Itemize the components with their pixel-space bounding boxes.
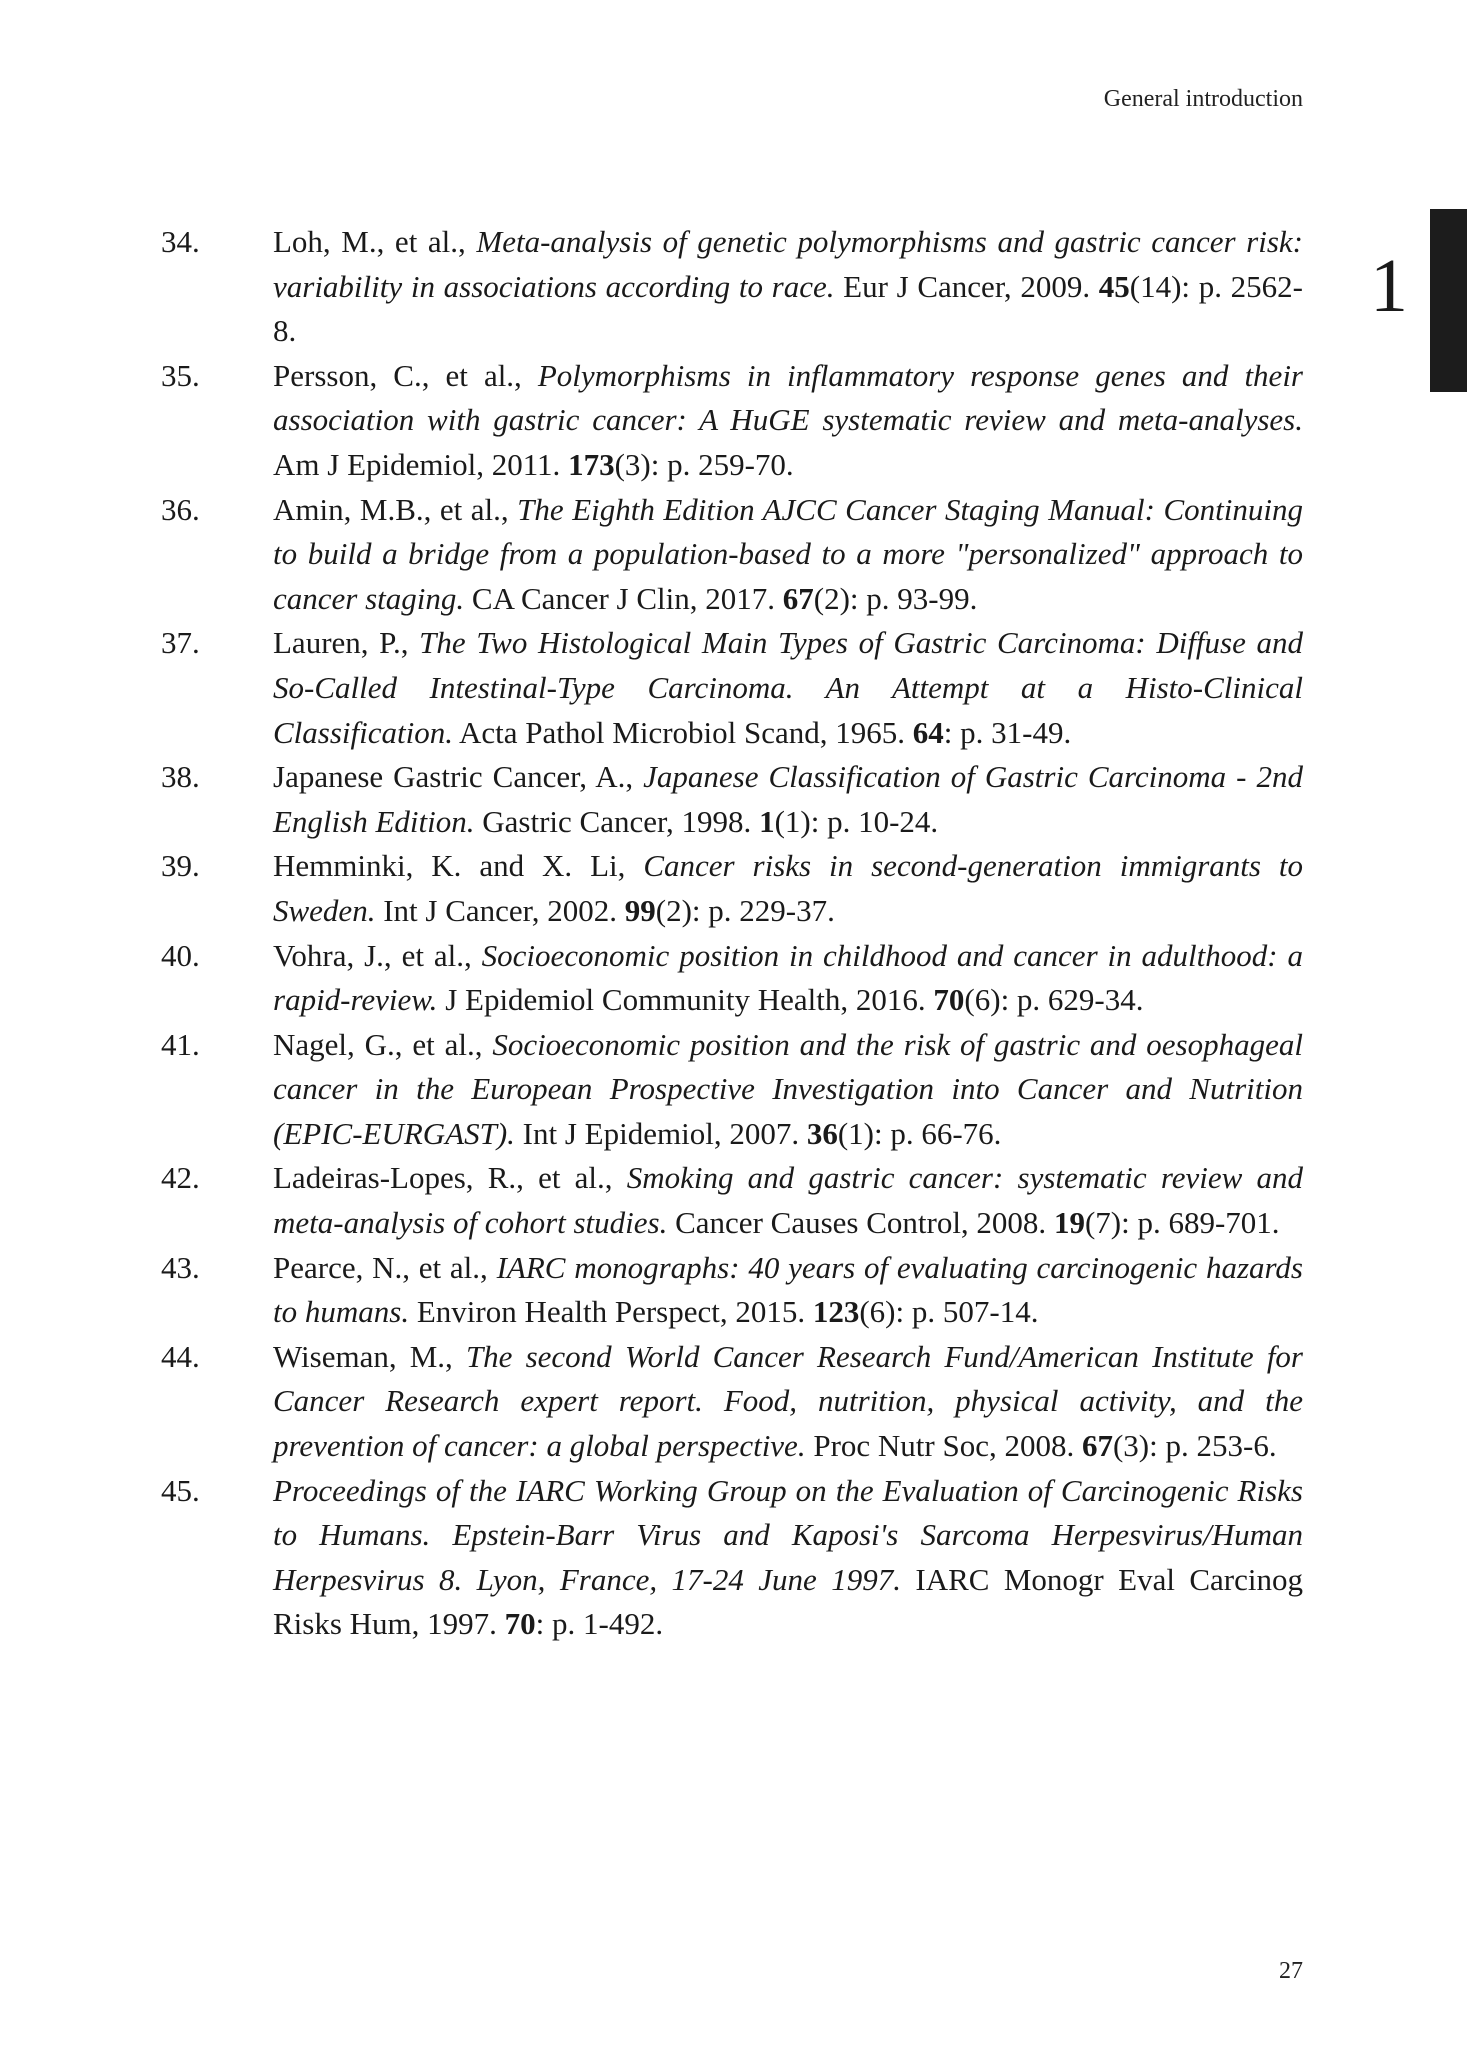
- reference-authors: Persson, C., et al.,: [273, 357, 538, 393]
- reference-volume: 173: [568, 446, 615, 482]
- reference-item: [161, 844, 1303, 933]
- reference-source: Int J Epidemiol, 2007.: [514, 1115, 807, 1151]
- reference-volume: 67: [782, 580, 814, 616]
- reference-list: [161, 220, 1303, 1647]
- reference-pages: (6): p. 507-14.: [859, 1294, 1039, 1330]
- reference-source: Int J Cancer, 2002.: [375, 892, 625, 928]
- reference-text: [273, 488, 1303, 622]
- reference-title: IARC monographs: 40 years of evaluating carcinogenic hazards to humans.: [273, 1249, 1303, 1330]
- reference-text: [273, 1469, 1303, 1647]
- reference-item: [161, 621, 1303, 755]
- reference-item: [161, 220, 1303, 354]
- reference-authors: Pearce, N., et al.,: [273, 1249, 497, 1285]
- reference-number: 44.: [161, 1338, 200, 1374]
- reference-volume: 99: [624, 892, 656, 928]
- chapter-number: 1: [1370, 244, 1408, 328]
- reference-item: [161, 488, 1303, 622]
- reference-authors: Loh, M., et al.,: [273, 224, 477, 259]
- reference-pages: (1): p. 66-76.: [837, 1115, 1002, 1151]
- reference-title: Polymorphisms in inflammatory response genes and their association with gastric cancer: A HuGE systematic review and meta-analyses.: [273, 357, 1303, 438]
- reference-source: Am J Epidemiol, 2011.: [273, 446, 569, 482]
- reference-title: The Eighth Edition AJCC Cancer Staging Manual: Continuing to build a bridge from a population-based to a more "personalized" approach to cancer staging.: [273, 491, 1303, 616]
- reference-authors: Amin, M.B., et al.,: [273, 491, 518, 527]
- reference-source: Cancer Causes Control, 2008.: [667, 1205, 1054, 1241]
- reference-item: [161, 354, 1303, 488]
- reference-item: [161, 1335, 1303, 1469]
- reference-authors: Ladeiras-Lopes, R., et al.,: [273, 1160, 627, 1196]
- reference-pages: (2): p. 229-37.: [655, 892, 835, 928]
- reference-text: [273, 220, 1303, 354]
- reference-text: [273, 755, 1303, 844]
- reference-source: Environ Health Perspect, 2015.: [409, 1294, 813, 1330]
- reference-pages: (2): p. 93-99.: [813, 580, 978, 616]
- reference-title: Smoking and gastric cancer: systematic review and meta-analysis of cohort studies.: [273, 1160, 1303, 1241]
- reference-pages: (14): p. 2562-8.: [273, 268, 1303, 349]
- reference-authors: Lauren, P.,: [273, 625, 420, 661]
- reference-authors: Vohra, J., et al.,: [273, 937, 482, 973]
- reference-number: 42.: [161, 1160, 200, 1196]
- reference-volume: 45: [1098, 268, 1130, 304]
- reference-pages: (7): p. 689-701.: [1084, 1205, 1280, 1241]
- reference-title: Meta-analysis of genetic polymorphisms and gastric cancer risk: variability in associations according to race.: [273, 224, 1303, 304]
- reference-title: Proceedings of the IARC Working Group on the Evaluation of Carcinogenic Risks to Humans. Epstein-Barr Virus and Kaposi's Sarcoma Herpesvirus/Human Herpesvirus 8. Lyon, France, 17-24 June 1997.: [273, 1472, 1303, 1597]
- reference-number: 39.: [161, 848, 200, 884]
- chapter-tab-marker: [1430, 209, 1467, 392]
- reference-pages: (3): p. 253-6.: [1112, 1428, 1277, 1464]
- reference-text: [273, 621, 1303, 755]
- reference-title: The Two Histological Main Types of Gastric Carcinoma: Diffuse and So-Called Intestinal-Type Carcinoma. An Attempt at a Histo-Clinical Classification.: [273, 625, 1303, 750]
- reference-text: [273, 1156, 1303, 1245]
- reference-source: Proc Nutr Soc, 2008.: [805, 1428, 1082, 1464]
- reference-number: 34.: [161, 224, 200, 259]
- reference-title: Socioeconomic position and the risk of gastric and oesophageal cancer in the European Prospective Investigation into Cancer and Nutrition (EPIC-EURGAST).: [273, 1026, 1303, 1151]
- reference-text: [273, 1023, 1303, 1157]
- reference-number: 36.: [161, 491, 200, 527]
- reference-source: CA Cancer J Clin, 2017.: [464, 580, 783, 616]
- reference-number: 41.: [161, 1026, 200, 1062]
- reference-text: [273, 934, 1303, 1023]
- reference-item: [161, 934, 1303, 1023]
- reference-item: [161, 1156, 1303, 1245]
- reference-volume: 19: [1053, 1205, 1085, 1241]
- reference-number: 37.: [161, 625, 200, 661]
- reference-volume: 36: [806, 1115, 838, 1151]
- reference-number: 38.: [161, 759, 200, 795]
- reference-source: J Epidemiol Community Health, 2016.: [437, 982, 934, 1018]
- reference-item: [161, 1469, 1303, 1647]
- reference-text: [273, 1246, 1303, 1335]
- reference-pages: (6): p. 629-34.: [964, 982, 1144, 1018]
- reference-text: [273, 844, 1303, 933]
- reference-authors: Japanese Gastric Cancer, A.,: [273, 759, 644, 795]
- running-header: General introduction: [1103, 86, 1303, 112]
- reference-volume: 70: [933, 982, 965, 1018]
- reference-source: Gastric Cancer, 1998.: [474, 803, 760, 839]
- reference-authors: Wiseman, M.,: [273, 1338, 466, 1374]
- reference-source: IARC Monogr Eval Carcinog Risks Hum, 1997.: [273, 1561, 1303, 1642]
- reference-volume: 64: [912, 714, 944, 750]
- reference-authors: Hemminki, K. and X. Li,: [273, 848, 644, 884]
- reference-pages: (3): p. 259-70.: [614, 446, 794, 482]
- reference-pages: : p. 1-492.: [535, 1606, 664, 1642]
- reference-text: [273, 354, 1303, 488]
- reference-pages: (1): p. 10-24.: [774, 803, 939, 839]
- reference-title: Japanese Classification of Gastric Carcinoma - 2nd English Edition.: [273, 759, 1303, 839]
- page-number: 27: [1279, 1958, 1303, 1984]
- reference-volume: 123: [812, 1294, 860, 1330]
- reference-volume: 1: [759, 803, 775, 839]
- reference-number: 35.: [161, 357, 200, 393]
- reference-source: Acta Pathol Microbiol Scand, 1965.: [453, 714, 913, 750]
- reference-source: Eur J Cancer, 2009.: [834, 268, 1099, 304]
- reference-volume: 67: [1081, 1428, 1113, 1464]
- reference-pages: : p. 31-49.: [943, 714, 1072, 750]
- reference-authors: Nagel, G., et al.,: [273, 1026, 493, 1062]
- reference-title: Socioeconomic position in childhood and cancer in adulthood: a rapid-review.: [273, 937, 1303, 1018]
- reference-number: 40.: [161, 937, 200, 973]
- reference-volume: 70: [504, 1606, 536, 1642]
- reference-item: [161, 1023, 1303, 1157]
- reference-item: [161, 1246, 1303, 1335]
- reference-text: [273, 1335, 1303, 1469]
- reference-number: 45.: [161, 1472, 200, 1508]
- reference-title: The second World Cancer Research Fund/American Institute for Cancer Research expert report. Food, nutrition, physical activity, and the prevention of cancer: a global perspective.: [273, 1338, 1303, 1464]
- reference-item: [161, 755, 1303, 844]
- reference-title: Cancer risks in second-generation immigrants to Sweden.: [273, 848, 1303, 928]
- reference-number: 43.: [161, 1249, 200, 1285]
